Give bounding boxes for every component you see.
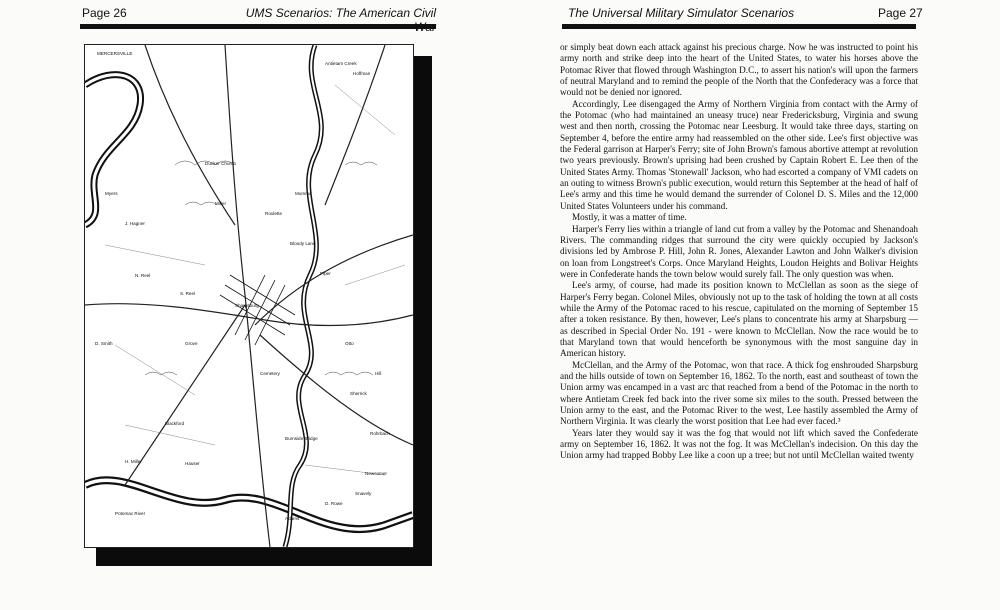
map-label: Hill <box>375 371 382 376</box>
map-label: Adams <box>285 516 300 521</box>
map-label: Cemetery <box>260 371 280 376</box>
article-text <box>560 42 918 462</box>
map-label: Newcomer <box>365 471 387 476</box>
map-label: Bloody Lane <box>290 241 316 246</box>
map-label: Hoffman <box>353 71 371 76</box>
map-label: Roulette <box>265 211 283 216</box>
map-label: Burnside Bridge <box>285 436 318 441</box>
paragraph-5: Lee's army, of course, had made its position known to McClellan as soon as the siege of Harper's Ferry began. Colonel Miles, obviously not up to the task of holding the town at all costs while the Army of the Potomac raced to his rescue, capitulated on the morning of September 15 after a token resistance. By then, however, Lee's plans to concentrate his army at Sharpsburg — as described in Special Order No. 191 - were known to McClellan. Now the race would be to that Maryland town that would henceforth be synonymous with the most sanguine day in American history. <box>560 280 918 359</box>
map-label: Grove <box>185 341 198 346</box>
map-label: Sharpsburg <box>235 303 259 308</box>
map-label: Antietam Creek <box>325 61 357 66</box>
right-page-number: Page 27 <box>878 6 923 20</box>
map-label: Sherrick <box>350 391 367 396</box>
map-label: Hauser <box>185 461 200 466</box>
paragraph-3: Mostly, it was a matter of time. <box>572 212 687 223</box>
map-label: J. Hagner <box>125 221 145 226</box>
right-running-title: The Universal Military Simulator Scenarios <box>568 6 795 20</box>
map-label: Blackford <box>165 421 185 426</box>
paragraph-4: Harper's Ferry lies within a triangle of land cut from a valley by the Potomac and Shenandoah Rivers. The commanding ridges that surround the city were quickly occupied by Jackson's divisions led by Ambrose P. Hill, John R. Jones, Alexander Lawton and John Walker's division on loan from Longstreet's Corps. Once Maryland Heights, Loudon Heights and Bolivar Heights were in Confederate hands the town below would surely fall. The only question was when. <box>560 223 918 279</box>
map-label: Mumma <box>295 191 312 196</box>
map-label: Piper <box>320 271 331 276</box>
paragraph-2: Accordingly, Lee disengaged the Army of Northern Virginia from contact with the Army of the Potomac (who had maintained an uneasy truce) near Fredericksburg, Virginia and swung west and then north, crossing the Potomac near Leesburg. It would take three days, starting on September 4, before the entire army had reassembled on the other side. Lee's first objective was the Federal garrison at Harper's Ferry; site of John Brown's famous abortive attempt at revolution two years previously. Brown's uprising had been crushed by Captain Robert E. Lee then of the United States Army. Thomas 'Stonewall' Jackson, who had escorted a company of VMI cadets on an outing to witness Brown's public execution, would return this September at the head of half of Lee's army and this time he would demand the surrender of Colonel D. S. Miles and the 12,000 United States Volunteers under his command. <box>560 98 918 211</box>
map-label: N. Reel <box>135 273 151 278</box>
map-label: S. Reel <box>180 291 196 296</box>
map-label: Potomac River <box>115 511 146 516</box>
left-running-title: UMS Scenarios: The American Civil <box>245 6 436 20</box>
paragraph-6: McClellan, and the Army of the Potomac, won that race. A thick fog enshrouded Sharpsburg and the hills outside of town on September 16, 1862. To the north, east and southeast of town the Union army was encamped in a vast arc that reached from a bend of the Potomac in the north to where Antietam Creek fed back into the river some six miles to the south. Pressed between the Union army to the east, and the Potomac River to the west, Lee hastily assembled the Army of Northern Virginia. It was clearly the worst position that Lee had ever faced.³ <box>560 359 918 427</box>
map-label: Otto <box>345 341 354 346</box>
paragraph-7: Years later they would say it was the fog that would not lift which saved the Confederate army on September 16, 1862. It was not the fog. It was McClellan's indecision. On this day the Union army had trapped Bobby Lee like a coon up a tree; but not until McClellan waited twenty <box>560 427 918 461</box>
map-drawing <box>85 45 413 547</box>
map-label: Miller <box>215 201 226 206</box>
map-label: H. Miller <box>125 459 142 464</box>
map-label: MERCERSVILLE <box>97 51 133 56</box>
map-label: D. Rowe <box>325 501 343 506</box>
left-page-number: Page 26 <box>82 6 127 20</box>
map-label: D. Smith <box>95 341 113 346</box>
map-label: Snavely <box>355 491 372 496</box>
map-label: Rohrbach <box>370 431 390 436</box>
antietam-map <box>84 44 414 548</box>
map-label: Dunker Church <box>205 161 236 166</box>
map-label: Myers <box>105 191 118 196</box>
left-header-rule <box>80 24 436 29</box>
paragraph-1: or simply beat down each attack against his precious charge. Now he was instructed to point his army north and strike deep into the heart of the United States, to water his horses above the Potomac River that flowed through Washington D.C., to assert his nation's will upon the farmers of neutral Maryland and to remind the people of the North that the Confederacy was a force that would not be denied nor ignored. <box>560 42 918 98</box>
right-header-rule <box>562 24 916 29</box>
